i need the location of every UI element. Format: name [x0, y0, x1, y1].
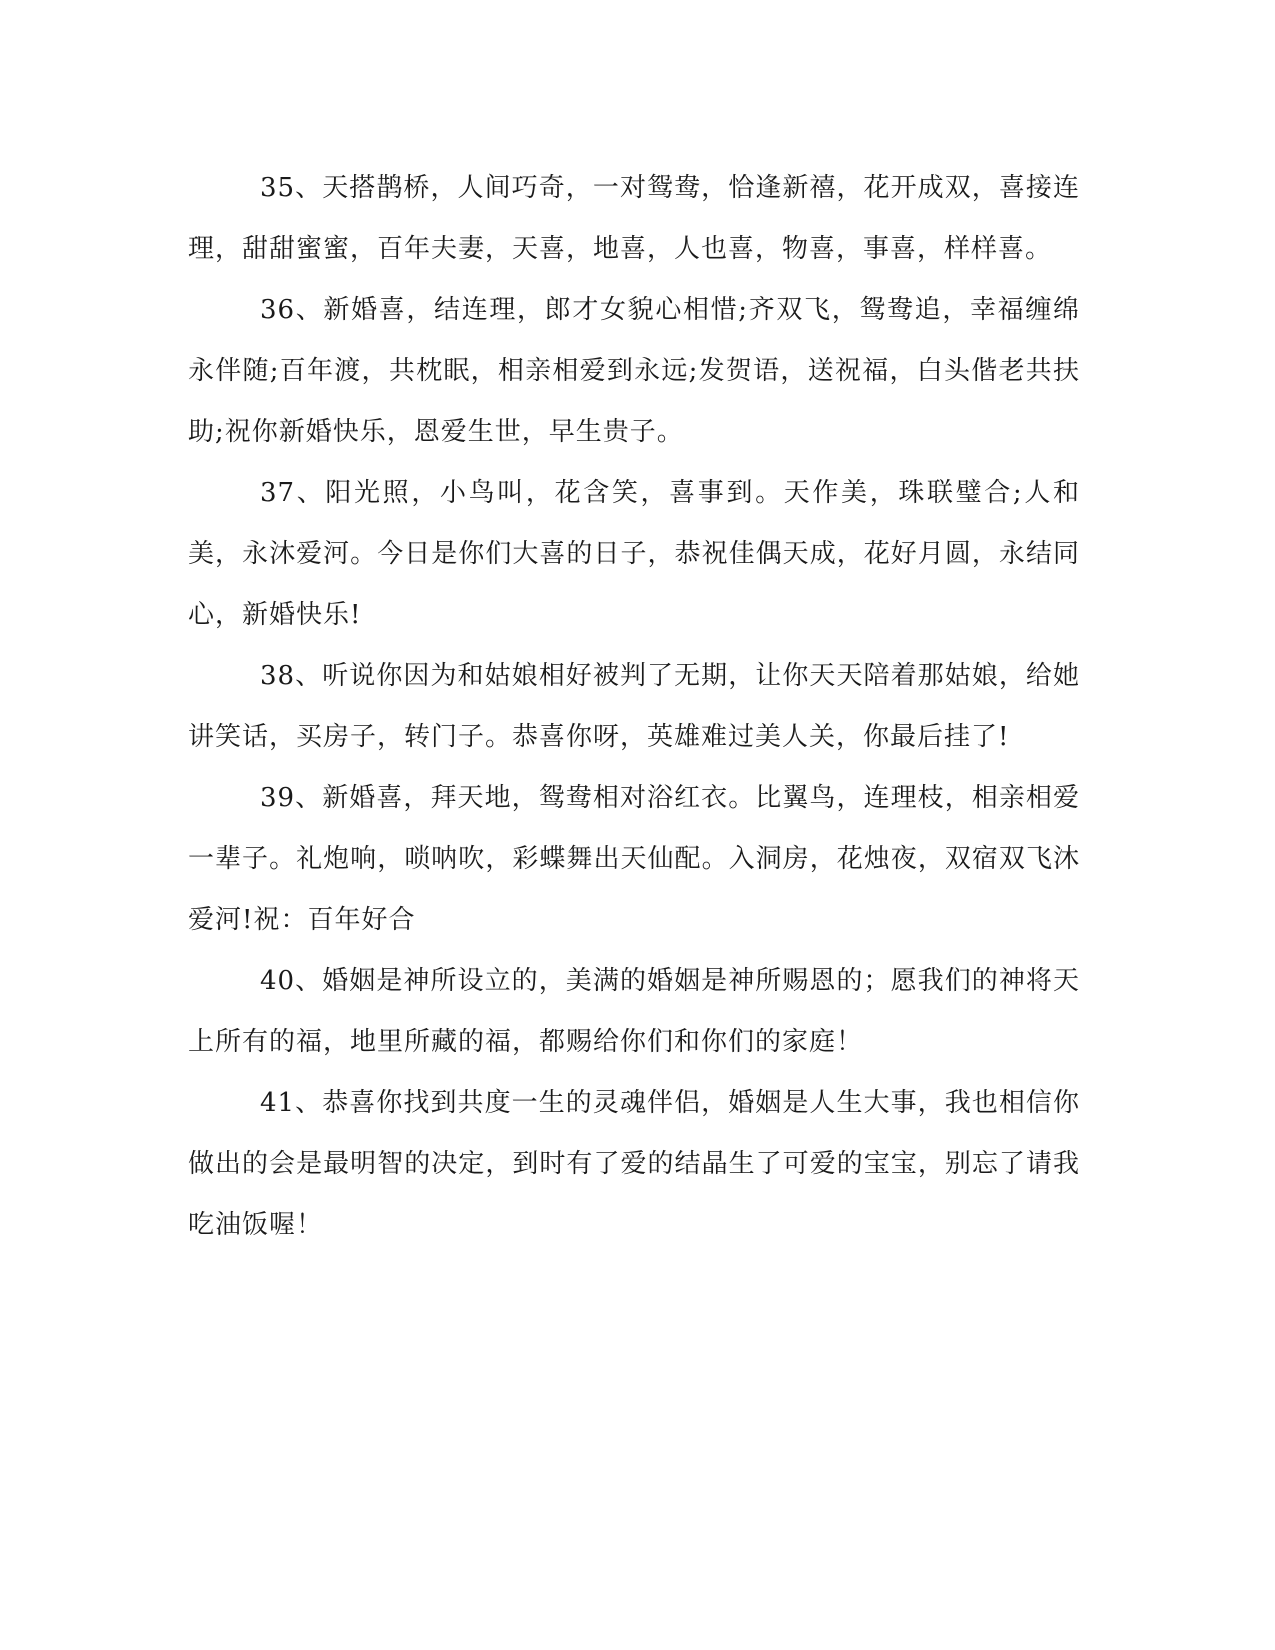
paragraph-35: 35、天搭鹊桥，人间巧奇，一对鸳鸯，恰逢新禧，花开成双，喜接连理，甜甜蜜蜜，百年夫妻，天喜，地喜，人也喜，物喜，事喜，样样喜。 — [188, 173, 1080, 264]
paragraph-38: 38、听说你因为和姑娘相好被判了无期，让你天天陪着那姑娘，给她讲笑话，买房子，转门子。恭喜你呀，英雄难过美人关，你最后挂了! — [188, 661, 1080, 752]
paragraph-39: 39、新婚喜，拜天地，鸳鸯相对浴红衣。比翼鸟，连理枝，相亲相爱一辈子。礼炮响，唢呐吹，彩蝶舞出天仙配。入洞房，花烛夜，双宿双飞沐爱河!祝：百年好合 — [188, 783, 1080, 935]
paragraph-37: 37、阳光照，小鸟叫，花含笑，喜事到。天作美，珠联璧合;人和美，永沐爱河。今日是你们大喜的日子，恭祝佳偶天成，花好月圆，永结同心，新婚快乐! — [188, 478, 1080, 630]
paragraph-40: 40、婚姻是神所设立的，美满的婚姻是神所赐恩的；愿我们的神将天上所有的福，地里所藏的福，都赐给你们和你们的家庭！ — [188, 966, 1080, 1057]
paragraph-41: 41、恭喜你找到共度一生的灵魂伴侣，婚姻是人生大事，我也相信你做出的会是最明智的决定，到时有了爱的结晶生了可爱的宝宝，别忘了请我吃油饭喔！ — [188, 1088, 1080, 1240]
document-body — [188, 158, 1080, 1256]
paragraph-36: 36、新婚喜，结连理，郎才女貌心相惜;齐双飞，鸳鸯追，幸福缠绵永伴随;百年渡，共枕眠，相亲相爱到永远;发贺语，送祝福，白头偕老共扶助;祝你新婚快乐，恩爱生世，早生贵子。 — [188, 295, 1080, 447]
